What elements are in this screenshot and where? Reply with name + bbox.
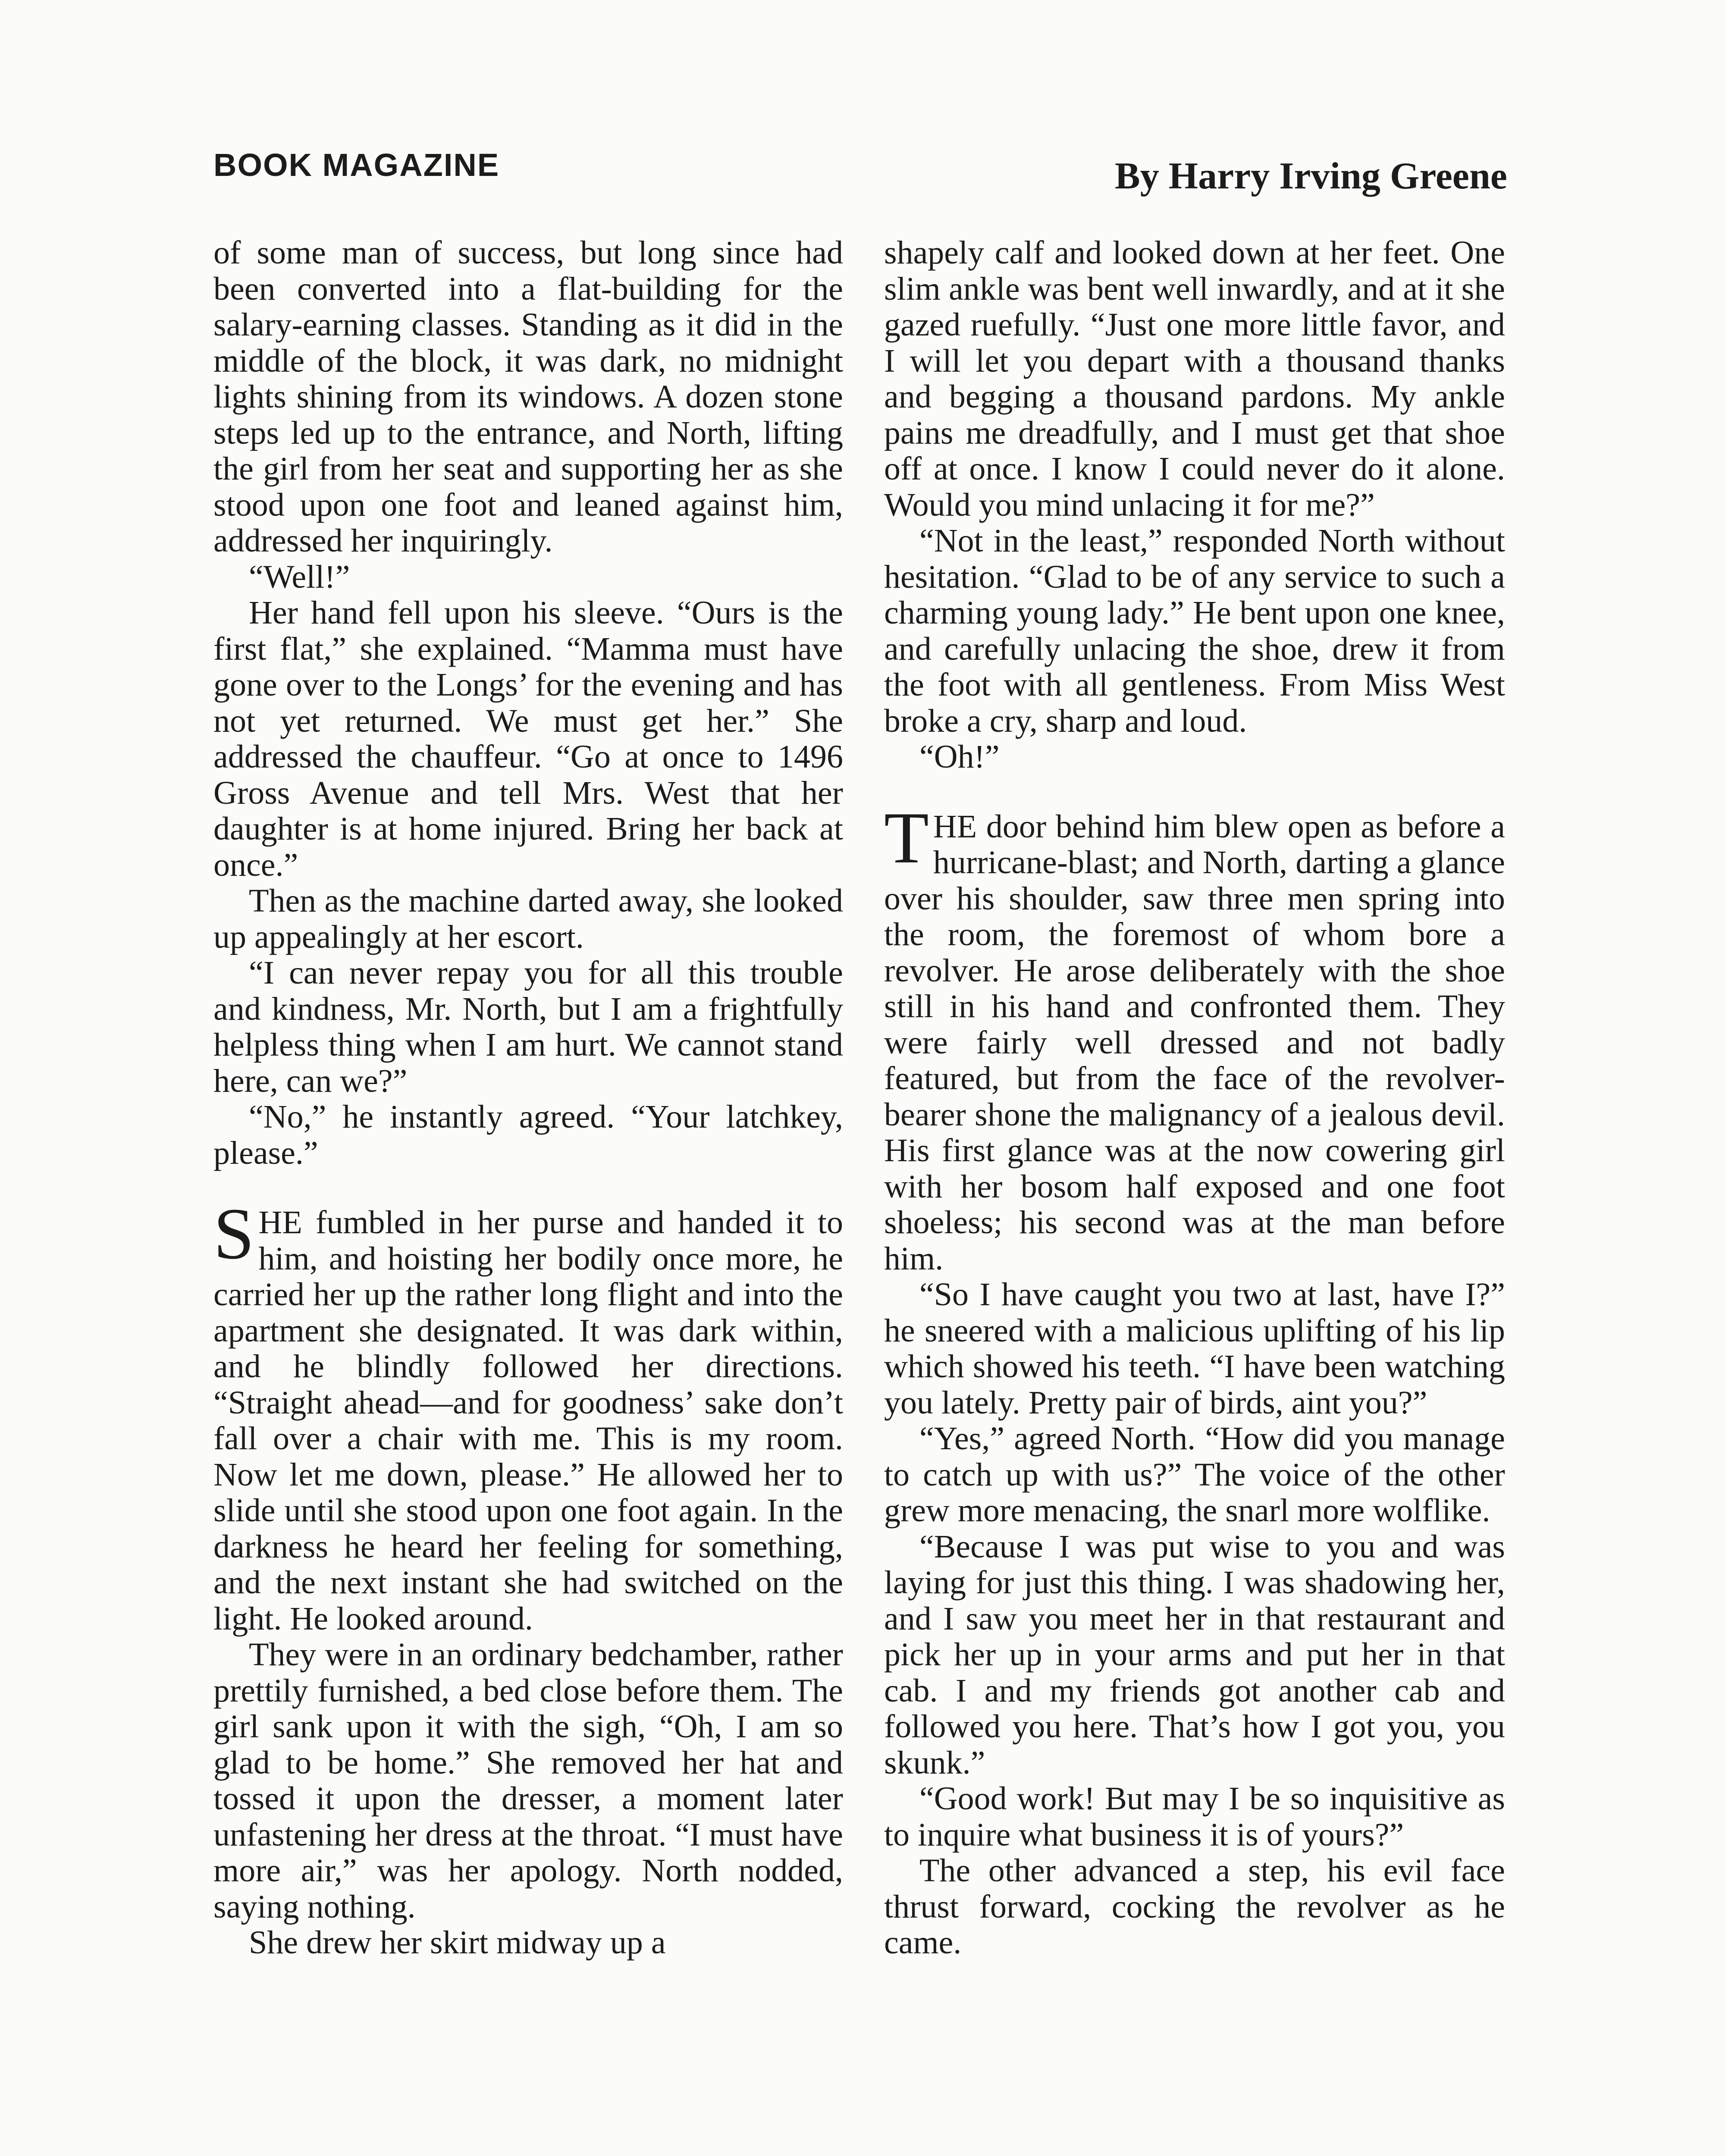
paragraph-text: HE door behind him blew open as before a hurricane-blast; and North, darting a glance over his shoulder, saw three men spring into the room, the foremost of whom bore a revolver. He arose deliberately with the shoe still in his hand and confronted them. They were fairly well dressed and not badly featured, but from the face of the revolver-bearer shone the malignancy of a jealous devil. His first glance was at the now cowering girl with her bosom half exposed and one foot shoeless; his second was at the man before him. — [884, 808, 1505, 1277]
paragraph: shapely calf and looked down at her feet. One slim ankle was bent well inwardly, and at it she gazed ruefully. “Just one more little favor, and I will let you depart with a thousand thanks and begging a thousand pardons. My ankle pains me dreadfully, and I must get that shoe off at once. I know I could never do it alone. Would you mind unlacing it for me?” — [884, 235, 1505, 523]
paragraph: “So I have caught you two at last, have I?” he sneered with a malicious uplifting of his lip which showed his teeth. “I have been watching you lately. Pretty pair of birds, aint you?” — [884, 1276, 1505, 1421]
paragraph: “Good work! But may I be so inquisitive as to inquire what business it is of yours?” — [884, 1780, 1505, 1853]
left-column — [213, 235, 843, 1961]
section-paragraph — [884, 797, 1505, 1277]
paragraph: “Not in the least,” responded North without hesitation. “Glad to be of any service to such a charming young lady.” He bent upon one knee, and carefully unlacing the shoe, drew it from the foot with all gentleness. From Miss West broke a cry, sharp and loud. — [884, 523, 1505, 739]
author-byline: By Harry Irving Greene — [1115, 155, 1507, 197]
right-column — [884, 235, 1505, 1961]
paragraph: “Because I was put wise to you and was laying for just this thing. I was shadowing her, and I saw you meet her in that restaurant and pick her up in your arms and put her in that cab. I and my friends got another cab and followed you here. That’s how I got you, you skunk.” — [884, 1528, 1505, 1781]
paragraph: “Yes,” agreed North. “How did you manage to catch up with us?” The voice of the other grew more menacing, the snarl more wolflike. — [884, 1420, 1505, 1529]
paragraph: They were in an ordinary bedchamber, rather prettily furnished, a bed close before them. The girl sank upon it with the sigh, “Oh, I am so glad to be home.” She removed her hat and tossed it upon the dresser, a moment later unfastening her dress at the throat. “I must have more air,” was her apology. North nodded, saying nothing. — [213, 1636, 843, 1925]
section-paragraph — [213, 1193, 843, 1637]
paragraph: of some man of success, but long since had been converted into a flat-building for the salary-earning classes. Standing as it did in the middle of the block, it was dark, no midnight lights shining from its windows. A dozen stone steps led up to the entrance, and North, lifting the girl from her seat and supporting her as she stood upon one foot and leaned against him, addressed her inquiringly. — [213, 235, 843, 559]
paragraph: The other advanced a step, his evil face thrust forward, cocking the revolver as he came. — [884, 1852, 1505, 1961]
paragraph: “I can never repay you for all this trouble and kindness, Mr. North, but I am a frightfully helpless thing when I am hurt. We cannot stand here, can we?” — [213, 955, 843, 1099]
drop-cap: T — [884, 797, 929, 878]
paragraph: Then as the machine darted away, she looked up appealingly at her escort. — [213, 883, 843, 955]
paragraph-text: HE fumbled in her purse and handed it to him, and hoisting her bodily once more, he carried her up the rather long flight and into the apartment she designated. It was dark within, and he blindly followed her directions. “Straight ahead—and for goodness’ sake don’t fall over a chair with me. This is my room. Now let me down, please.” He allowed her to slide until she stood upon one foot again. In the darkness he heard her feeling for something, and the next instant she had switched on the light. He looked around. — [213, 1204, 843, 1637]
paragraph: “No,” he instantly agreed. “Your latchkey, please.” — [213, 1099, 843, 1171]
magazine-title: BOOK MAGAZINE — [213, 147, 500, 183]
paragraph: “Oh!” — [919, 739, 1000, 775]
paragraph: Her hand fell upon his sleeve. “Ours is the first flat,” she explained. “Mamma must have gone over to the Longs’ for the evening and has not yet returned. We must get her.” She addressed the chauffeur. “Go at once to 1496 Gross Avenue and tell Mrs. West that her daughter is at home injured. Bring her back at once.” — [213, 595, 843, 883]
running-head — [213, 142, 1507, 197]
paragraph: She drew her skirt midway up a — [249, 1924, 666, 1961]
drop-cap: S — [213, 1193, 254, 1274]
paragraph: “Well!” — [249, 558, 350, 595]
